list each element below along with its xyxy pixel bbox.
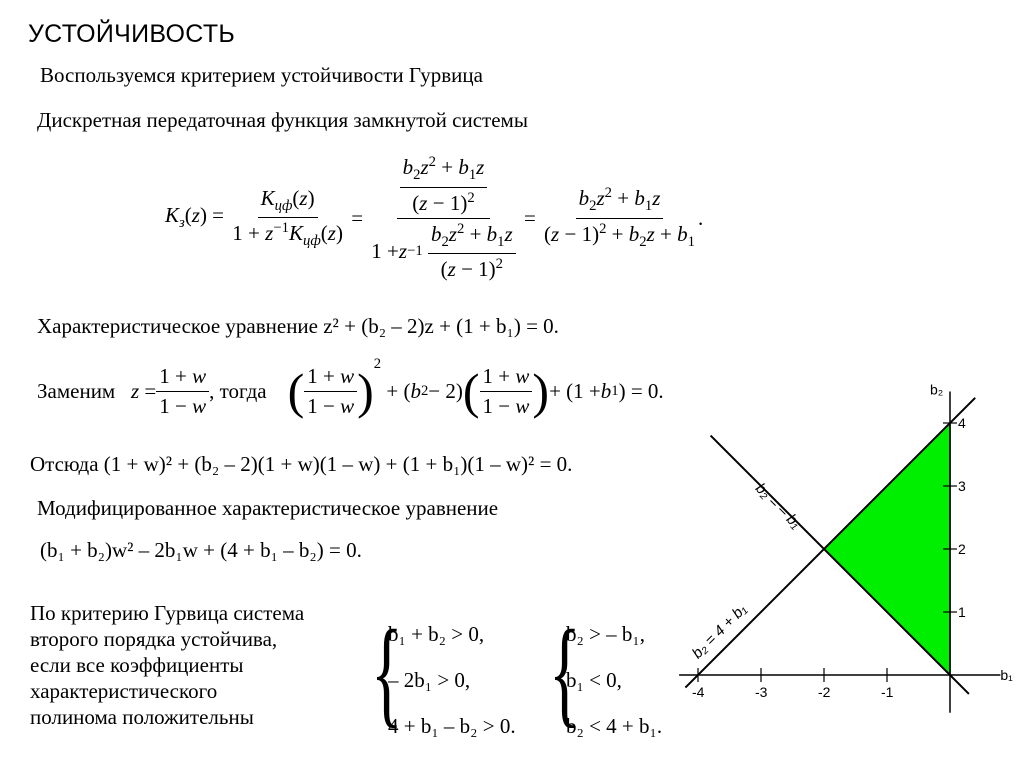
y-tick-label: 1 (958, 604, 966, 620)
system1-line: – 2b₁ > 0, (388, 668, 471, 692)
system1-line: 4 + b₁ – b₂ > 0. (388, 714, 516, 738)
line-label-neg: b₂ = – b₁ (751, 479, 805, 533)
transfer-function-formula: $K_з(z)$ = $\frac{K_{цф}(z)}{1 + z^{-1}K_{цф}(z)}$ = $\frac{b_2z^2 + b_1z}{(z - 1)^2}$ 1 + z −1 $\frac{b_2z^2 + b_1z}{(z - 1)^2}$ = $\frac{b_2z^2 + b_1z}{(z - 1)^2 + b_2z + b_1}$ . (165, 154, 704, 281)
x-tick-label: -3 (755, 684, 768, 700)
criterion-line: полинома положительны (30, 705, 254, 729)
then-label: , тогда (209, 378, 267, 403)
system2-line: b₂ > – b₁, (566, 622, 645, 646)
x-axis-label: b₁ (1000, 667, 1013, 683)
stable-region (824, 423, 950, 675)
criterion-line: если все коэффициенты (30, 653, 244, 677)
replace-label: Заменим (37, 378, 116, 403)
left-brace-1: { (370, 605, 403, 738)
transfer-function-label: Дискретная передаточная функция замкнутой системы (37, 108, 528, 132)
x-tick-label: -1 (881, 684, 894, 700)
left-brace-2: { (548, 605, 581, 738)
line-label-pos: b₂ = 4 + b₁ (688, 600, 751, 663)
intro-line: Воспользуемся критерием устойчивости Гурвица (40, 63, 483, 87)
modified-equation-label: Модифицированное характеристическое уравнение (37, 496, 499, 520)
modified-equation: (b₁ + b₂)w² – 2b₁w + (4 + b₁ – b₂) = 0. (40, 538, 362, 562)
x-tick-label: -2 (818, 684, 831, 700)
system2-line: b₂ < 4 + b₁. (566, 714, 663, 738)
criterion-text (30, 600, 304, 730)
characteristic-equation: Характеристическое уравнение z² + (b₂ – 2)z + (1 + b₁) = 0. (37, 314, 559, 338)
substitution-formula: Заменим z = $\frac{1 + w}{1 - w}$ , тогда ( $\frac{1 + w}{1 - w}$ ) $^2$ + ( b 2 − 2) ( $\frac{1 + w}{1 - w}$ ) + (1 + b 1 ) = 0. (37, 356, 664, 419)
therefore-equation: Отсюда (1 + w)² + (b₂ – 2)(1 + w)(1 – w) + (1 + b₁)(1 – w)² = 0. (30, 452, 573, 476)
criterion-line: второго порядка устойчива, (30, 627, 278, 651)
stability-region-chart (660, 360, 1024, 760)
criterion-line: По критерию Гурвица система (30, 601, 305, 625)
x-tick-label: -4 (692, 684, 705, 700)
system2-line: b₁ < 0, (566, 668, 622, 692)
system1-line: b₁ + b₂ > 0, (388, 622, 485, 646)
page-title: УСТОЙЧИВОСТЬ (28, 20, 236, 48)
criterion-line: характеристического (30, 679, 218, 703)
y-tick-label: 4 (958, 415, 966, 431)
y-tick-label: 2 (958, 541, 966, 557)
y-axis-label: b₂ (930, 381, 944, 398)
y-tick-label: 3 (958, 478, 966, 494)
